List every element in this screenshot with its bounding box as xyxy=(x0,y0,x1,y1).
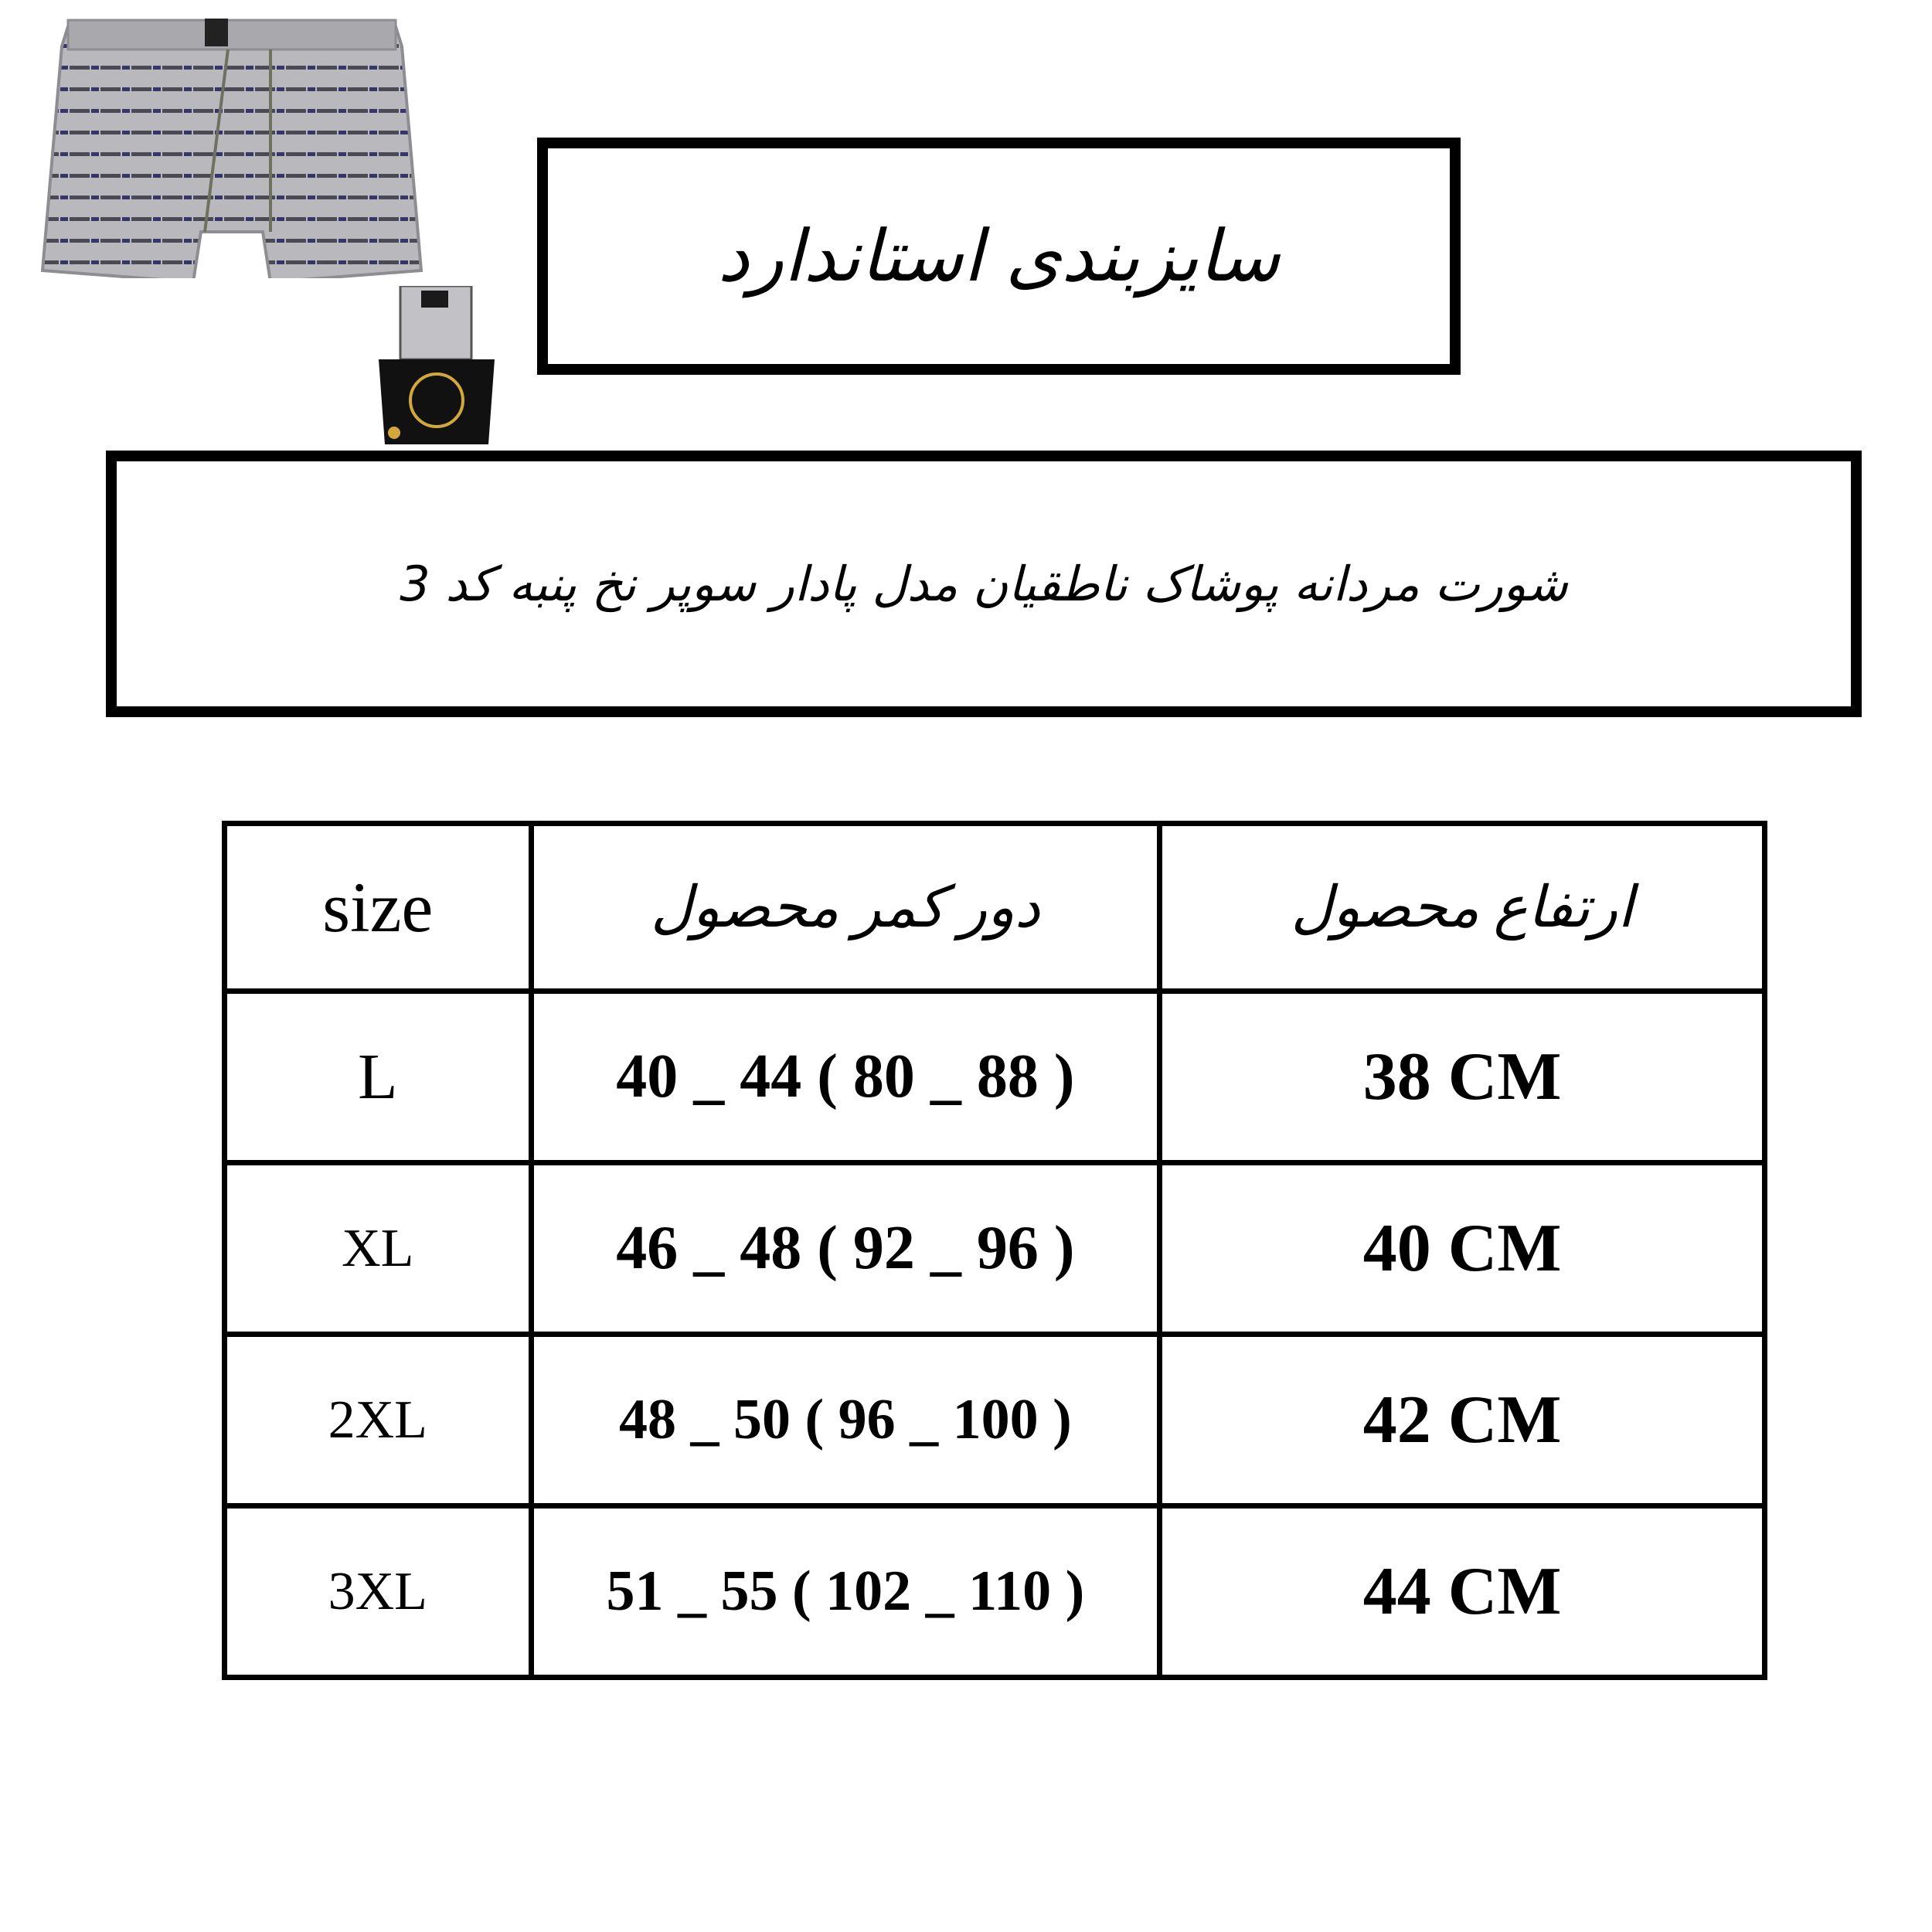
table-row xyxy=(225,1506,1765,1678)
header-waist: دور کمر محصول xyxy=(531,824,1160,992)
waist-cell: 48 _ 50 ( 96 _ 100 ) xyxy=(531,1335,1160,1506)
size-cell: XL xyxy=(225,1163,532,1335)
size-chart-table xyxy=(222,821,1767,1680)
title-box xyxy=(537,138,1461,375)
height-cell: 40 CM xyxy=(1160,1163,1765,1335)
size-cell: 3XL xyxy=(225,1506,532,1678)
product-image-box xyxy=(379,286,495,448)
table-row xyxy=(225,1163,1765,1335)
header-height: ارتفاع محصول xyxy=(1160,824,1765,992)
table-row xyxy=(225,1335,1765,1506)
product-image-shorts xyxy=(39,15,425,278)
height-cell: 44 CM xyxy=(1160,1506,1765,1678)
height-cell: 38 CM xyxy=(1160,992,1765,1163)
table-row xyxy=(225,992,1765,1163)
table-header-row xyxy=(225,824,1765,992)
product-name: شورت مردانه پوشاک ناطقیان مدل پادار سوپر نخ پنبه کد 3 xyxy=(400,556,1568,612)
waist-cell: 40 _ 44 ( 80 _ 88 ) xyxy=(531,992,1160,1163)
header-size: size xyxy=(225,824,532,992)
page-title: سایزبندی استاندارد xyxy=(717,215,1281,298)
size-cell: 2XL xyxy=(225,1335,532,1506)
waist-cell: 51 _ 55 ( 102 _ 110 ) xyxy=(531,1506,1160,1678)
waist-cell: 46 _ 48 ( 92 _ 96 ) xyxy=(531,1163,1160,1335)
product-name-box xyxy=(106,451,1862,717)
height-cell: 42 CM xyxy=(1160,1335,1765,1506)
size-cell: L xyxy=(225,992,532,1163)
